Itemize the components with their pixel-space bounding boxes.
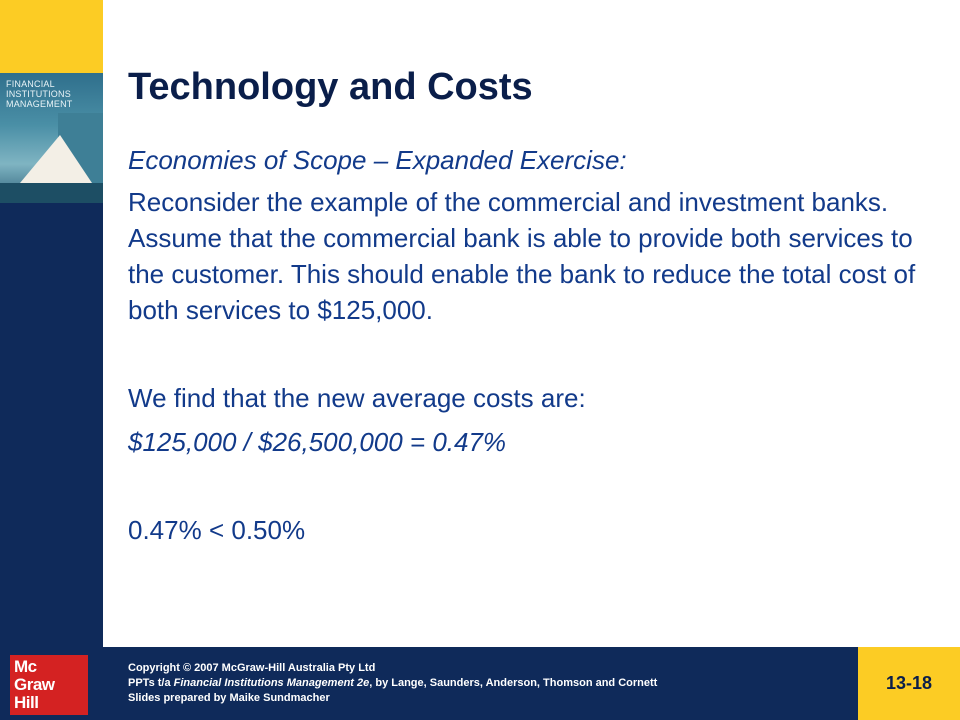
slide-finding: We find that the new average costs are: (128, 383, 586, 413)
book-cover-title-line: MANAGEMENT (6, 99, 73, 109)
slide-number: 13-18 (858, 647, 960, 720)
slide-title: Technology and Costs (128, 66, 533, 108)
book-cover-title-line: INSTITUTIONS (6, 89, 71, 99)
footer-bar (0, 647, 960, 720)
slide-comparison: 0.47% < 0.50% (128, 515, 306, 545)
copyright-notice (128, 661, 657, 706)
copyright-line: Slides prepared by Maike Sundmacher (128, 692, 330, 704)
logo-line: Mc (14, 657, 37, 676)
book-cover-title (6, 79, 73, 109)
sidebar-yellow-block (0, 0, 103, 73)
book-cover-title-line: FINANCIAL (6, 79, 55, 89)
slide-paragraph: Reconsider the example of the commercial and investment banks. Assume that the commercial bank is able to provide both services to the customer. This should enable the bank to reduce the total cost of both services to $125,000. (128, 187, 916, 325)
slide-subheading: Economies of Scope – Expanded Exercise: (128, 145, 627, 175)
copyright-line: Copyright © 2007 McGraw-Hill Australia Pty Ltd (128, 662, 376, 674)
mcgraw-hill-logo (10, 655, 88, 715)
logo-line: Graw (14, 675, 55, 694)
book-cover-image (0, 73, 103, 203)
slide-body (128, 142, 918, 548)
copyright-line: PPTs t/a Financial Institutions Management 2e, by Lange, Saunders, Anderson, Thomson and Cornett (128, 677, 658, 689)
slide-formula: $125,000 / $26,500,000 = 0.47% (128, 427, 507, 457)
logo-line: Hill (14, 693, 39, 712)
